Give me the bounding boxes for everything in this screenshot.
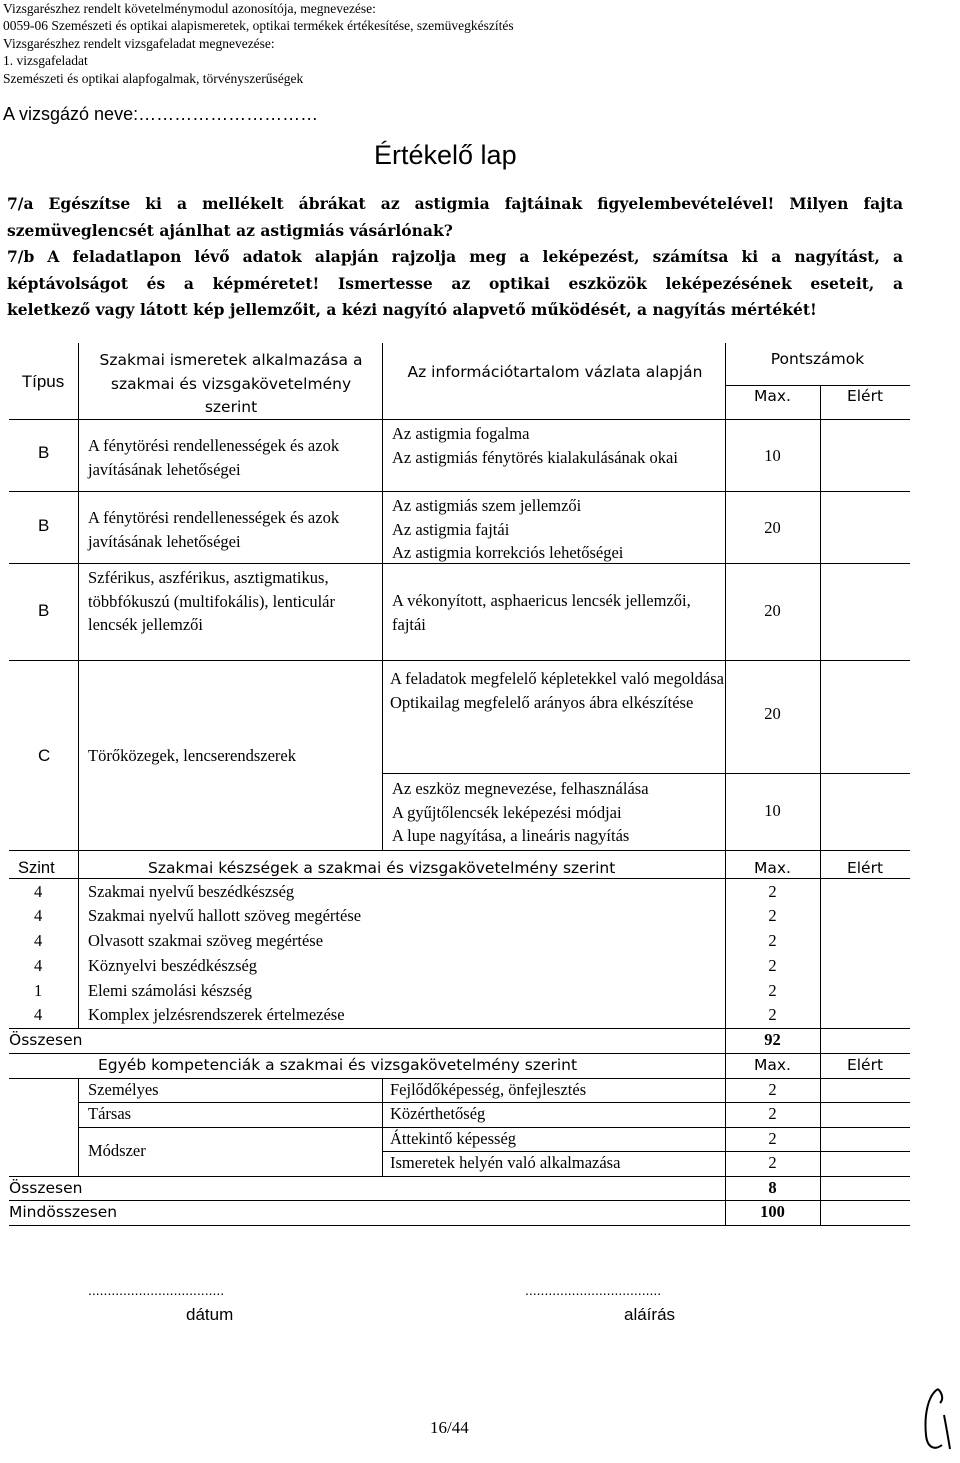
info-line: A feladatok megfelelő képletekkel való megoldása xyxy=(390,669,724,688)
level-cell: 4 xyxy=(34,931,43,950)
column-header-achieved: Elért xyxy=(846,1056,884,1074)
grand-total-value: 100 xyxy=(760,1202,785,1221)
signature-dots: ................................... xyxy=(525,1282,662,1298)
column-header-achieved: Elért xyxy=(846,859,884,877)
type-cell: B xyxy=(38,601,50,620)
info-cell xyxy=(392,777,722,848)
level-cell: 4 xyxy=(34,882,43,901)
document-header xyxy=(3,0,514,87)
skill-cell: Olvasott szakmai szöveg megértése xyxy=(88,931,324,950)
knowledge-cell: Szférikus, aszférikus, asztigmatikus, többfókuszú (multifokális), lenticulár lencsék jellemzői xyxy=(88,568,335,634)
info-line: Optikailag megfelelő arányos ábra elkészítése xyxy=(390,692,694,712)
column-header-max: Max. xyxy=(754,1056,791,1074)
info-line: Az eszköz megnevezése, felhasználása xyxy=(392,779,649,798)
max-cell: 2 xyxy=(768,931,777,950)
category-cell: Módszer xyxy=(88,1141,146,1160)
max-cell: 20 xyxy=(764,704,781,723)
info-line: Az astigmia fajtái xyxy=(392,519,510,539)
info-line: A gyűjtőlencsék leképezési módjai xyxy=(392,802,622,822)
level-cell: 4 xyxy=(34,906,43,925)
skill-cell: Szakmai nyelvű hallott szöveg megértése xyxy=(88,906,362,925)
date-label: dátum xyxy=(186,1305,234,1324)
skill-cell: Elemi számolási készség xyxy=(88,981,253,1000)
column-header-max: Max. xyxy=(754,859,791,877)
level-cell: 4 xyxy=(34,956,43,975)
column-header-max: Max. xyxy=(754,387,791,405)
max-cell: 2 xyxy=(768,882,777,901)
type-cell: C xyxy=(38,746,51,765)
level-cell: 1 xyxy=(34,981,43,1000)
max-cell: 2 xyxy=(768,1104,777,1123)
knowledge-cell: A fénytörési rendellenességek és azok javításának lehetőségei xyxy=(88,508,340,551)
info-cell xyxy=(390,667,724,714)
category-cell: Társas xyxy=(88,1104,132,1123)
column-header-level: Szint xyxy=(18,859,55,877)
competence-cell: Ismeretek helyén való alkalmazása xyxy=(390,1153,621,1172)
info-line: Az astigmia korrekciós lehetőségei xyxy=(392,543,624,562)
grand-total-label: Mindösszesen xyxy=(9,1203,118,1221)
competence-cell: Közérthetőség xyxy=(390,1104,486,1123)
other-competences-header: Egyéb kompetenciák a szakmai és vizsgakövetelmény szerint xyxy=(98,1056,578,1074)
skills-total-value: 92 xyxy=(764,1030,781,1049)
task-line: 7/b A feladatlapon lévő adatok alapján rajzolja meg a leképezést, számítsa ki a nagyítást, a xyxy=(7,247,903,267)
page-title: Értékelő lap xyxy=(374,140,517,170)
max-cell: 2 xyxy=(768,906,777,925)
header-line: 1. vizsgafeladat xyxy=(3,53,88,69)
max-cell: 2 xyxy=(768,1153,777,1172)
max-cell: 10 xyxy=(764,446,781,465)
max-cell: 2 xyxy=(768,981,777,1000)
max-cell: 2 xyxy=(768,1080,777,1099)
candidate-name-label: A vizsgázó neve:………………………… xyxy=(3,104,319,124)
info-cell xyxy=(392,422,722,469)
skill-cell: Komplex jelzésrendszerek értelmezése xyxy=(88,1005,345,1024)
competence-cell: Fejlődőképesség, önfejlesztés xyxy=(390,1080,587,1099)
task-line: képtávolságot és a képméretet! Ismertesse az optikai eszközök leképezésének eseteit, a xyxy=(7,273,903,293)
max-cell: 10 xyxy=(764,801,781,820)
max-cell: 20 xyxy=(764,518,781,537)
other-total-value: 8 xyxy=(768,1178,777,1197)
skill-cell: Köznyelvi beszédkészség xyxy=(88,956,258,975)
type-cell: B xyxy=(38,443,50,462)
category-cell: Személyes xyxy=(88,1080,159,1099)
header-line: 0059-06 Szemészeti és optikai alapismeretek, optikai termékek értékesítése, szemüvegkészítés xyxy=(3,18,514,34)
skill-cell: Szakmai nyelvű beszédkészség xyxy=(88,882,295,901)
header-line: Vizsgarészhez rendelt vizsgafeladat megnevezése: xyxy=(3,35,275,51)
knowledge-cell: A fénytörési rendellenességek és azok javításának lehetőségei xyxy=(88,436,340,479)
info-line: Az astigmiás fénytörés kialakulásának okai xyxy=(392,447,678,467)
info-line: A lupe nagyítása, a lineáris nagyítás xyxy=(392,826,630,845)
competence-cell: Áttekintő képesség xyxy=(390,1129,517,1148)
max-cell: 2 xyxy=(768,1005,777,1024)
knowledge-cell: Törőközegek, lencserendszerek xyxy=(88,746,296,765)
column-header-knowledge: Szakmai ismeretek alkalmazása a szakmai és vizsgakövetelmény szerint xyxy=(99,351,363,416)
max-cell: 2 xyxy=(768,956,777,975)
info-cell xyxy=(392,494,722,565)
header-line: Vizsgarészhez rendelt követelménymodul azonosítója, megnevezése: xyxy=(3,1,376,16)
handwritten-signature-icon xyxy=(918,1385,954,1455)
task-line: keletkező vagy látott kép jellemzőit, a kézi nagyító alapvető működését, a nagyítás mértékét! xyxy=(7,300,817,320)
level-cell: 4 xyxy=(34,1005,43,1024)
other-total-label: Összesen xyxy=(9,1179,83,1197)
date-dots: ................................... xyxy=(88,1282,225,1298)
column-header-points: Pontszámok xyxy=(770,350,865,368)
column-header-type: Típus xyxy=(21,372,65,391)
info-line: Az astigmia fogalma xyxy=(392,424,530,443)
signature-label: aláírás xyxy=(624,1305,676,1324)
info-line: Az astigmiás szem jellemzői xyxy=(392,496,582,515)
column-header-info: Az információtartalom vázlata alapján xyxy=(407,363,703,381)
max-cell: 20 xyxy=(764,601,781,620)
task-line: 7/a Egészítse ki a mellékelt ábrákat az astigmia fajtáinak figyelembevételével! Milyen fajta xyxy=(7,194,903,213)
skills-total-label: Összesen xyxy=(9,1031,83,1049)
task-line: szemüveglencsét ajánlhat az astigmiás vásárlónak? xyxy=(7,220,453,240)
type-cell: B xyxy=(38,516,50,535)
column-header-achieved: Elért xyxy=(846,387,884,405)
page-number: 16/44 xyxy=(430,1418,469,1437)
task-description xyxy=(7,191,903,324)
info-cell: A vékonyított, asphaericus lencsék jellemzői, fajtái xyxy=(392,591,691,634)
header-line: Szemészeti és optikai alapfogalmak, törvényszerűségek xyxy=(3,70,304,86)
max-cell: 2 xyxy=(768,1129,777,1148)
column-header-skill: Szakmai készségek a szakmai és vizsgakövetelmény szerint xyxy=(148,859,616,877)
